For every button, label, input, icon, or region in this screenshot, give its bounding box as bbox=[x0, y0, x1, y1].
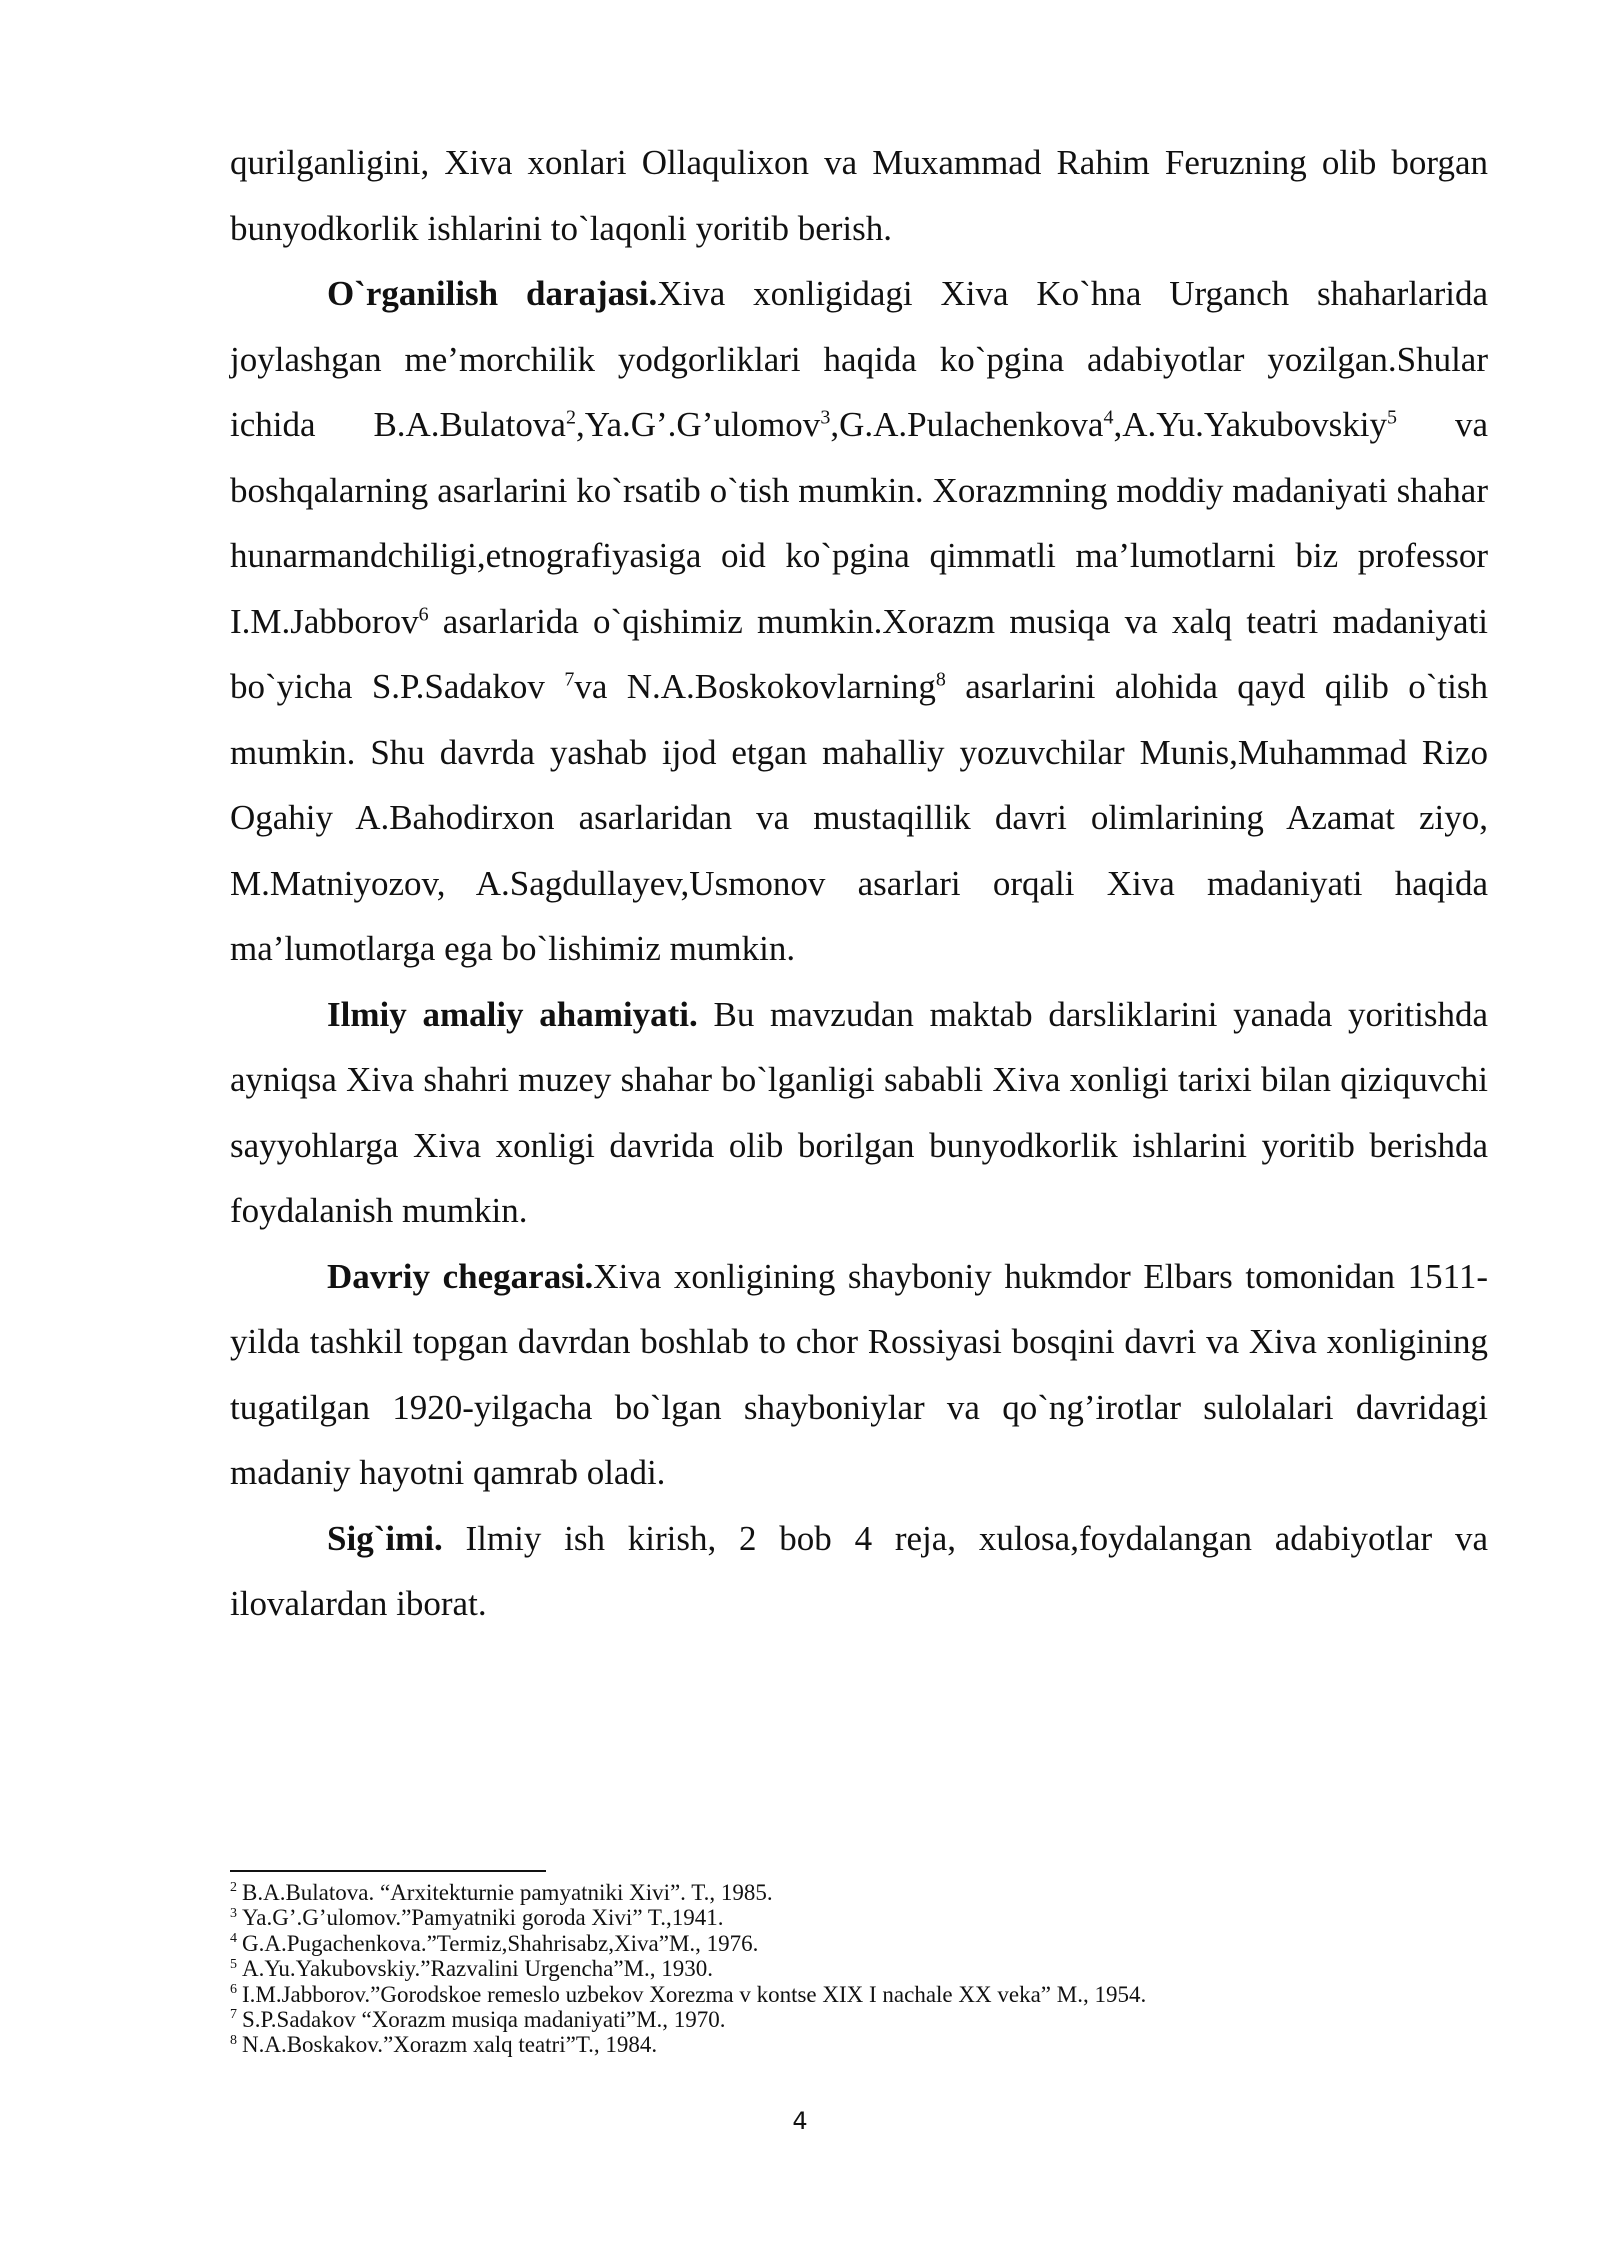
page-number: 4 bbox=[792, 2107, 808, 2135]
footnote-3: $^3$ Ya.G’.G’ulomov.”Pamyatniki goroda Xivi” T.,1941. bbox=[230, 1905, 724, 1931]
footnotes bbox=[230, 1880, 1488, 2058]
footnote-ref-4[interactable]: 4 bbox=[1103, 406, 1114, 429]
heading-period-scope: Davriy chegarasi. bbox=[327, 1256, 594, 1296]
footnote-ref-5[interactable]: 5 bbox=[1387, 406, 1398, 429]
footnote-ref-6[interactable]: 6 bbox=[418, 602, 429, 625]
footnote-5: $^5$ A.Yu.Yakubovskiy.”Razvalini Urgencha”M., 1930. bbox=[230, 1956, 714, 1982]
footnote-2: $^2$ B.A.Bulatova. “Arxitekturnie pamyatniki Xivi”. T., 1985. bbox=[230, 1880, 773, 1905]
footnote-ref-7[interactable]: 7 bbox=[564, 668, 575, 691]
footnote-7: $^7$ S.P.Sadakov “Xorazm musiqa madaniyati”M., 1970. bbox=[230, 2007, 726, 2033]
footnote-4: $^4$ G.A.Pugachenkova.”Termiz,Shahrisabz,Xiva”M., 1976. bbox=[230, 1930, 759, 1956]
heading-practical-significance: Ilmiy amaliy ahamiyati. bbox=[327, 994, 698, 1034]
footnote-ref-8[interactable]: 8 bbox=[935, 668, 946, 691]
paragraph-practical-significance: Ilmiy amaliy ahamiyati. Bu mavzudan maktab darsliklarini yanada yoritishda ayniqsa Xiva shahri muzey shahar bo`lganligi sababli Xiva xonligi tarixi bilan qiziquvchi sayyohlarga Xiva xonligi davrida olib borilgan bunyodkorlik ishlarini yoritib berishda foydalanish mumkin. bbox=[230, 994, 1488, 1230]
footnote-ref-2[interactable]: 2 bbox=[565, 406, 576, 429]
footnote-8: $^8$ N.A.Boskakov.”Xorazm xalq teatri”T., 1984. bbox=[230, 2032, 658, 2058]
footnote-6: $^6$ I.M.Jabborov.”Gorodskoe remeslo uzbekov Xorezma v kontse XIX I nachale XX veka” M., 1954. bbox=[230, 1981, 1147, 2007]
heading-study-level: O`rganilish darajasi. bbox=[327, 274, 658, 313]
paragraph-period-scope: Davriy chegarasi.Xiva xonligining shayboniy hukmdor Elbars tomonidan 1511-yilda tashkil topgan davrdan boshlab to chor Rossiyasi bosqini davri va Xiva xonligining tugatilgan 1920-yilgacha bo`lgan shayboniylar va qo`ng’irotlar sulolalari davridagi madaniy hayotni qamrab oladi. bbox=[230, 1256, 1489, 1492]
paragraph-continuation: qurilganligini, Xiva xonlari Ollaqulixon va Muxammad Rahim Feruzning olib borgan bunyodkorlik ishlarini to`laqonli yoritib berish. bbox=[230, 143, 1488, 248]
heading-structure: Sig`imi. bbox=[327, 1518, 443, 1558]
document-body bbox=[230, 130, 1488, 1637]
paragraph-structure: Sig`imi. Ilmiy ish kirish, 2 bob 4 reja, xulosa,foydalangan adabiyotlar va ilovalardan iborat. bbox=[230, 1518, 1488, 1623]
footnote-ref-3[interactable]: 3 bbox=[820, 406, 831, 429]
paragraph-study-level: O`rganilish darajasi.Xiva xonligidagi Xiva Ko`hna Urganch shaharlarida joylashgan me’morchilik yodgorliklari haqida ko`pgina adabiyotlar yozilgan.Shular ichida B.A.Bulatova$^2$,Ya.G’.G’ulomov$^3$,G.A.Pulachenkova$^4$,A.Yu.Yakubovskiy$^5$ va boshqalarning asarlarini ko`rsatib o`tish mumkin. Xorazmning moddiy madaniyati shahar hunarmandchiligi,etnografiyasiga oid ko`pgina qimmatli ma’lumotlarni biz professor I.M.Jabborov$^6$ asarlarida o`qishimiz mumkin.Xorazm musiqa va xalq teatri madaniyati bo`yicha S.P.Sadakov $^7$va N.A.Boskokovlarning$^8$ asarlarini alohida qayd qilib o`tish mumkin. Shu davrda yashab ijod etgan mahalliy yozuvchilar Munis,Muhammad Rizo Ogahiy A.Bahodirxon asarlaridan va mustaqillik davri olimlarining Azamat ziyo, M.Matniyozov, A.Sagdullayev,Usmonov asarlari orqali Xiva madaniyati haqida ma’lumotlarga ega bo`lishimiz mumkin. bbox=[230, 274, 1488, 968]
footnote-separator bbox=[230, 1870, 546, 1872]
